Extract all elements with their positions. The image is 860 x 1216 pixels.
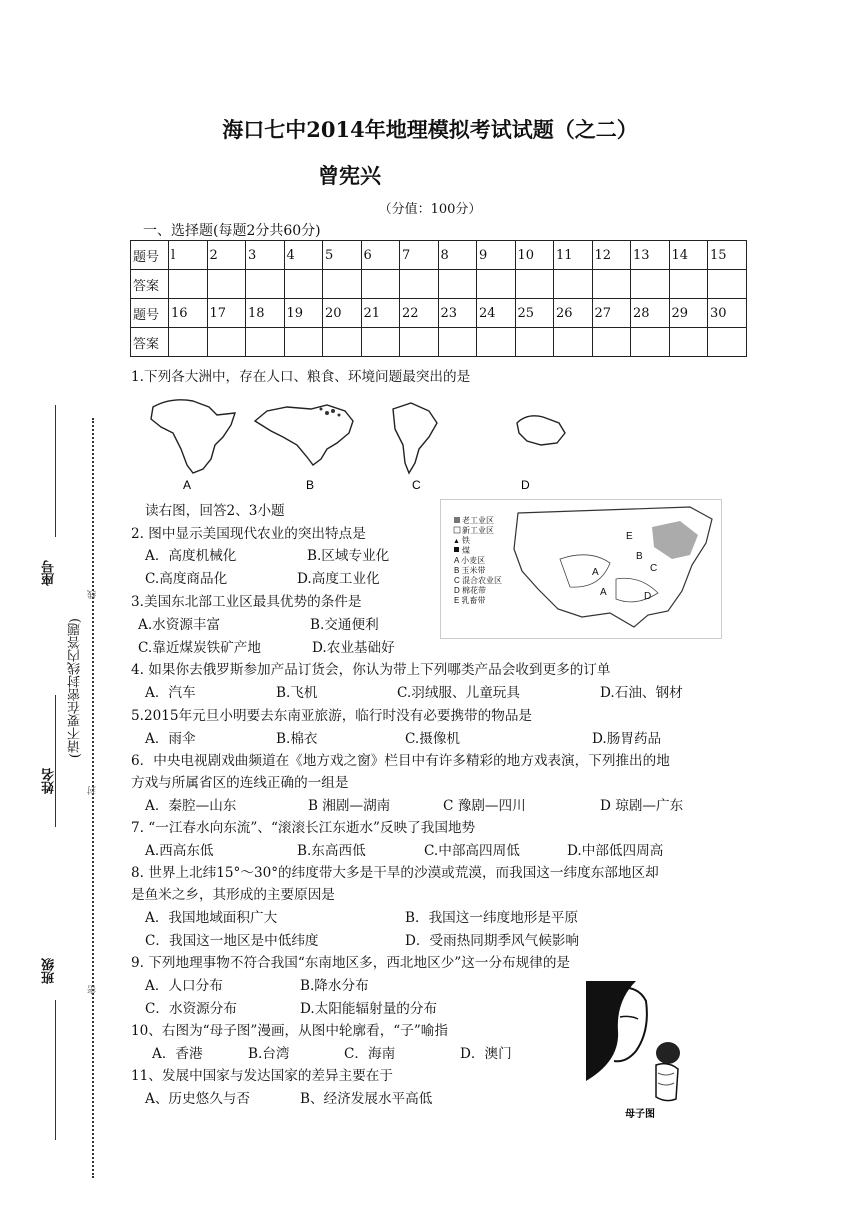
answer-cell[interactable] — [361, 270, 400, 299]
answer-cell[interactable] — [592, 270, 631, 299]
answer-cell[interactable] — [284, 328, 323, 357]
answer-cell[interactable] — [438, 270, 477, 299]
q7-option-d: D.中部低四周高 — [567, 843, 664, 859]
answer-cell[interactable] — [400, 270, 439, 299]
q-number-cell: 8 — [438, 241, 477, 270]
q10-option-b: B.台湾 — [248, 1046, 290, 1062]
q9-option-d: D.太阳能辐射量的分布 — [300, 1001, 438, 1017]
q4-option-d: D.石油、钢材 — [600, 685, 683, 701]
seal-mark-line: 线 — [88, 590, 98, 599]
mother-child-cartoon — [586, 981, 694, 1121]
q5-option-c: C.摄像机 — [405, 731, 461, 747]
q6-option-b: B 湘剧—湖南 — [308, 798, 391, 814]
q8-option-d: D．受雨热同期季风气候影响 — [405, 933, 580, 949]
q-number-cell: 9 — [477, 241, 516, 270]
legend-dairy: E 乳畜带 — [454, 596, 486, 605]
q9-option-b: B.降水分布 — [300, 978, 369, 994]
name-label: 姓名 — [42, 768, 57, 794]
us-agriculture-map — [440, 499, 722, 639]
q2-option-a: A．高度机械化 — [145, 548, 237, 564]
q6-option-a: A．秦腔—山东 — [145, 798, 237, 814]
svg-text:A: A — [600, 587, 607, 598]
q-number-cell: 6 — [361, 241, 400, 270]
q-number-cell: 2 — [207, 241, 246, 270]
q-number-cell: 26 — [554, 299, 593, 328]
q4-option-c: C.羽绒服、儿童玩具 — [397, 685, 520, 701]
table-row — [131, 241, 747, 270]
q10-option-a: A．香港 — [152, 1046, 203, 1062]
answer-cell[interactable] — [400, 328, 439, 357]
q-number-cell: 14 — [669, 241, 708, 270]
row-label: 答案 — [131, 328, 169, 357]
legend-corn: B 玉米带 — [454, 566, 486, 575]
question-3: 3.美国东北部工业区最具优势的条件是 — [131, 594, 362, 610]
question-1: 1.下列各大洲中，存在人口、粮食、环境问题最突出的是 — [131, 369, 471, 385]
q-number-cell: 28 — [631, 299, 670, 328]
q-number-cell: 16 — [169, 299, 208, 328]
q-number-cell: 12 — [592, 241, 631, 270]
question-9: 9. 下列地理事物不符合我国“东南地区多，西北地区少”这一分布规律的是 — [131, 955, 571, 971]
q-number-cell: 10 — [515, 241, 554, 270]
continent-maps — [131, 393, 576, 493]
africa-outline — [151, 400, 235, 473]
question-6-cont: 方戏与所属省区的连线正确的一组是 — [131, 775, 349, 791]
question-2: 2. 图中显示美国现代农业的突出特点是 — [131, 526, 366, 542]
seal-instruction: (请不要在密封线内答题) — [68, 618, 83, 759]
answer-cell[interactable] — [246, 270, 285, 299]
q-number-cell: 24 — [477, 299, 516, 328]
map-label-d: D — [521, 478, 530, 492]
q5-option-d: D.肠胃药品 — [592, 731, 662, 747]
answer-cell[interactable] — [554, 328, 593, 357]
answer-cell[interactable] — [708, 328, 747, 357]
answer-cell[interactable] — [708, 270, 747, 299]
q-number-cell: l — [169, 241, 208, 270]
seat-label: 座号 — [42, 560, 57, 586]
q8-option-b: B．我国这一纬度地形是平原 — [405, 910, 579, 926]
answer-cell[interactable] — [515, 328, 554, 357]
answer-cell[interactable] — [323, 270, 362, 299]
svg-text:D: D — [644, 591, 652, 602]
answer-cell[interactable] — [631, 270, 670, 299]
question-10: 10、右图为“母子图”漫画，从图中轮廓看，“子”喻指 — [131, 1023, 448, 1039]
q-number-cell: 4 — [284, 241, 323, 270]
q-number-cell: 29 — [669, 299, 708, 328]
q6-option-c: C 豫剧—四川 — [443, 798, 526, 814]
table-row — [131, 328, 747, 357]
question-6: 6．中央电视剧戏曲频道在《地方戏之窗》栏目中有许多精彩的地方戏表演，下列推出的地 — [131, 753, 670, 769]
page-title: 海口七中2014年地理模拟考试试题（之二） — [222, 117, 638, 142]
q-number-cell: 30 — [708, 299, 747, 328]
svg-text:A: A — [592, 567, 599, 578]
answer-table — [130, 240, 747, 357]
answer-cell[interactable] — [438, 328, 477, 357]
q8-option-a: A．我国地域面积广大 — [145, 910, 278, 926]
q2-option-b: B.区域专业化 — [307, 548, 390, 564]
question-7: 7. “一江春水向东流”、“滚滚长江东逝水”反映了我国地势 — [131, 820, 476, 836]
svg-text:E: E — [626, 531, 633, 542]
q2-option-d: D.高度工业化 — [297, 571, 380, 587]
answer-cell[interactable] — [515, 270, 554, 299]
row-label: 题号 — [131, 299, 169, 328]
q-number-cell: 15 — [708, 241, 747, 270]
class-label: 班级 — [42, 958, 57, 984]
svg-text:C: C — [650, 563, 658, 574]
q-number-cell: 22 — [400, 299, 439, 328]
legend-new-industry: 新工业区 — [462, 526, 494, 535]
section-heading: 一、选择题(每题2分共60分) — [143, 223, 321, 239]
q7-option-b: B.东高西低 — [297, 843, 366, 859]
q10-option-d: D．澳门 — [460, 1046, 512, 1062]
answer-cell[interactable] — [246, 328, 285, 357]
seat-blank-line — [55, 405, 56, 537]
south-america-outline — [393, 403, 437, 473]
answer-cell[interactable] — [592, 328, 631, 357]
row-label: 题号 — [131, 241, 169, 270]
answer-cell[interactable] — [554, 270, 593, 299]
map-label-b: B — [306, 478, 315, 492]
answer-cell[interactable] — [207, 270, 246, 299]
legend-old-industry: 老工业区 — [462, 516, 494, 525]
question-8: 8. 世界上北纬15°～30°的纬度带大多是干旱的沙漠或荒漠，而我国这一纬度东部地区却 — [131, 865, 659, 881]
q-number-cell: 19 — [284, 299, 323, 328]
q3-option-c: C.靠近煤炭铁矿产地 — [138, 640, 261, 656]
seal-line — [92, 418, 94, 1178]
q5-option-a: A．雨伞 — [145, 731, 196, 747]
antarctica-outline — [517, 416, 565, 445]
q6-option-d: D 琼剧—广东 — [600, 798, 684, 814]
svg-text:▲: ▲ — [453, 538, 460, 545]
q-number-cell: 7 — [400, 241, 439, 270]
question-5: 5.2015年元旦小明要去东南亚旅游，临行时没有必要携带的物品是 — [131, 708, 533, 724]
score-note: （分值：100分） — [378, 202, 482, 217]
q-number-cell: 3 — [246, 241, 285, 270]
legend-mixed: C 混合农业区 — [454, 576, 502, 585]
answer-cell[interactable] — [631, 328, 670, 357]
author: 曾宪兴 — [318, 163, 381, 188]
q2-option-c: C.高度商品化 — [145, 571, 228, 587]
answer-cell[interactable] — [361, 328, 400, 357]
legend-wheat: A 小麦区 — [454, 556, 486, 565]
q7-option-a: A.西高东低 — [145, 843, 214, 859]
question-11: 11、发展中国家与发达国家的差异主要在于 — [131, 1068, 393, 1084]
q-number-cell: 20 — [323, 299, 362, 328]
row-label: 答案 — [131, 270, 169, 299]
q-number-cell: 17 — [207, 299, 246, 328]
q-number-cell: 21 — [361, 299, 400, 328]
q7-option-c: C.中部高四周低 — [424, 843, 520, 859]
map-label-a: A — [183, 478, 192, 492]
answer-cell[interactable] — [169, 328, 208, 357]
q3-option-a: A.水资源丰富 — [138, 617, 221, 633]
table-row — [131, 270, 747, 299]
question-8-cont: 是鱼米之乡，其形成的主要原因是 — [131, 887, 335, 903]
q4-option-a: A．汽车 — [145, 685, 196, 701]
q10-option-c: C．海南 — [344, 1046, 396, 1062]
seal-mark-feng: 封 — [88, 786, 98, 795]
q-number-cell: 13 — [631, 241, 670, 270]
seal-mark-mi: 密 — [88, 985, 98, 994]
q-number-cell: 5 — [323, 241, 362, 270]
svg-text:B: B — [636, 551, 643, 562]
class-blank-line — [55, 1000, 56, 1140]
answer-cell[interactable] — [284, 270, 323, 299]
cartoon-caption: 母子图 — [625, 1109, 655, 1120]
read-instruction: 读右图，回答2、3小题 — [145, 503, 285, 519]
q3-option-d: D.农业基础好 — [312, 640, 395, 656]
legend-iron: 铁 — [462, 536, 470, 545]
q11-option-b: B、经济发展水平高低 — [300, 1091, 433, 1107]
q9-option-a: A．人口分布 — [145, 978, 223, 994]
answer-cell[interactable] — [323, 328, 362, 357]
q11-option-a: A、历史悠久与否 — [145, 1091, 250, 1107]
q-number-cell: 27 — [592, 299, 631, 328]
answer-cell[interactable] — [669, 328, 708, 357]
legend-cotton: D 棉花带 — [454, 586, 486, 595]
name-blank-line — [55, 695, 56, 827]
q-number-cell: 23 — [438, 299, 477, 328]
answer-cell[interactable] — [669, 270, 708, 299]
answer-cell[interactable] — [169, 270, 208, 299]
q-number-cell: 11 — [554, 241, 593, 270]
q4-option-b: B.飞机 — [276, 685, 318, 701]
answer-cell[interactable] — [477, 270, 516, 299]
map-label-c: C — [412, 478, 421, 492]
legend-coal: 煤 — [462, 546, 470, 555]
answer-cell[interactable] — [477, 328, 516, 357]
question-4: 4. 如果你去俄罗斯参加产品订货会，你认为带上下列哪类产品会收到更多的订单 — [131, 662, 611, 678]
q-number-cell: 25 — [515, 299, 554, 328]
q9-option-c: C．水资源分布 — [145, 1001, 237, 1017]
table-row — [131, 299, 747, 328]
answer-cell[interactable] — [207, 328, 246, 357]
q8-option-c: C．我国这一地区是中低纬度 — [145, 933, 319, 949]
q-number-cell: 18 — [246, 299, 285, 328]
q3-option-b: B.交通便利 — [310, 617, 379, 633]
q5-option-b: B.棉衣 — [276, 731, 318, 747]
